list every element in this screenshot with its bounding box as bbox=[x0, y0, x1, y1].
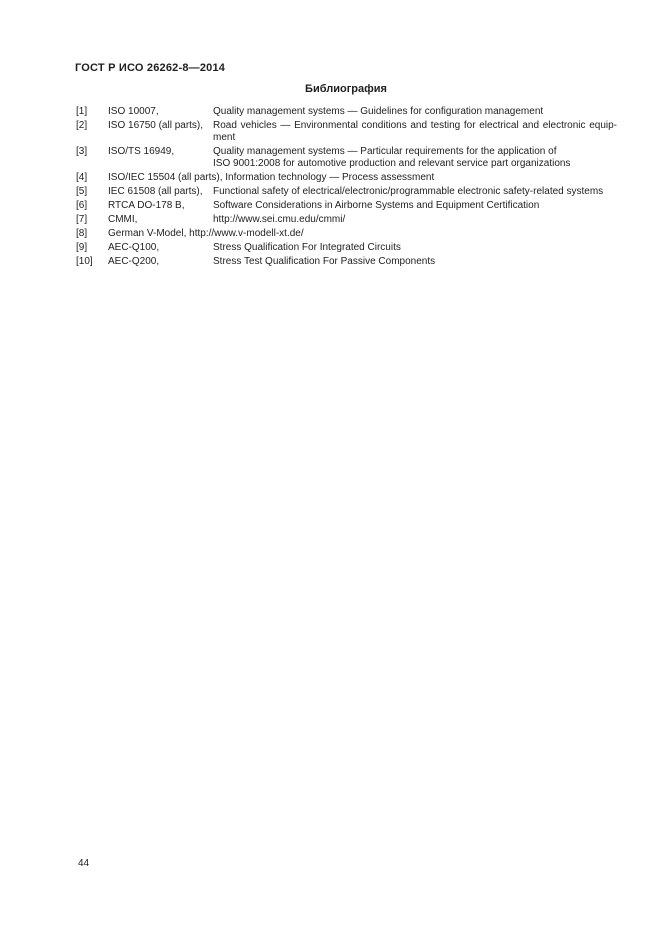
ref-description: Information technology — Process assessment bbox=[222, 172, 435, 183]
ref-id: AEC-Q100, bbox=[108, 242, 160, 253]
ref-description bbox=[213, 200, 617, 212]
ref-number: [9] bbox=[76, 242, 88, 253]
ref-body bbox=[108, 120, 617, 144]
ref-description-line: http://www.sei.cmu.edu/cmmi/ bbox=[213, 214, 346, 225]
ref-description-line: Stress Qualification For Integrated Circuits bbox=[213, 242, 401, 253]
bibliography-entry bbox=[76, 186, 617, 198]
ref-description-line: Stress Test Qualification For Passive Components bbox=[213, 256, 436, 267]
ref-description-line: Road vehicles — Environmental conditions and testing for electrical and electronic equip- bbox=[213, 120, 617, 131]
bibliography-entry bbox=[76, 172, 617, 184]
ref-id: AEC-Q200, bbox=[108, 256, 160, 267]
ref-body bbox=[108, 186, 617, 198]
ref-number: [3] bbox=[76, 146, 88, 157]
ref-id: ISO/TS 16949, bbox=[108, 146, 175, 157]
ref-number: [2] bbox=[76, 120, 88, 131]
ref-id: ISO 10007, bbox=[108, 106, 159, 117]
ref-description bbox=[213, 120, 617, 144]
ref-number: [6] bbox=[76, 200, 88, 211]
ref-body bbox=[108, 106, 617, 118]
ref-id: IEC 61508 (all parts), bbox=[108, 186, 203, 197]
ref-description-line: Quality management systems — Guidelines for configuration management bbox=[213, 106, 544, 117]
bibliography-entry bbox=[76, 200, 617, 212]
ref-id: ISO/IEC 15504 (all parts), bbox=[108, 172, 223, 183]
ref-number: [10] bbox=[76, 256, 93, 267]
ref-id: CMMI, bbox=[108, 214, 138, 225]
ref-description-line: Software Considerations in Airborne Systems and Equipment Certification bbox=[213, 200, 540, 211]
bibliography-title: Библиография bbox=[305, 83, 387, 95]
ref-number: [7] bbox=[76, 214, 88, 225]
ref-body bbox=[108, 242, 617, 254]
ref-description-line: Quality management systems — Particular requirements for the application of bbox=[213, 146, 557, 157]
ref-body bbox=[108, 214, 617, 226]
ref-id: RTCA DO-178 B, bbox=[108, 200, 185, 211]
document-header: ГОСТ Р ИСО 26262-8—2014 bbox=[75, 62, 226, 74]
ref-number: [8] bbox=[76, 228, 88, 239]
bibliography-entry bbox=[76, 214, 617, 226]
ref-body bbox=[108, 200, 617, 212]
bibliography-entry bbox=[76, 146, 617, 170]
page-number: 44 bbox=[78, 858, 90, 869]
ref-body bbox=[108, 256, 617, 268]
ref-description: http://www.v-modell-xt.de/ bbox=[186, 228, 304, 239]
ref-description bbox=[213, 186, 617, 198]
ref-number: [4] bbox=[76, 172, 88, 183]
ref-description bbox=[213, 146, 617, 170]
ref-id: German V-Model, bbox=[108, 228, 187, 239]
ref-body bbox=[108, 228, 617, 240]
bibliography-entry bbox=[76, 242, 617, 254]
ref-body bbox=[108, 172, 617, 184]
ref-description-line: ment bbox=[213, 132, 236, 143]
ref-number: [1] bbox=[76, 106, 88, 117]
ref-description bbox=[213, 214, 617, 226]
ref-description bbox=[213, 242, 617, 254]
ref-description-line: ISO 9001:2008 for automotive production and relevant service part organizations bbox=[213, 158, 571, 169]
ref-description bbox=[213, 106, 617, 118]
ref-id: ISO 16750 (all parts), bbox=[108, 120, 204, 131]
bibliography-entry bbox=[76, 106, 617, 118]
bibliography-entry bbox=[76, 256, 617, 268]
ref-number: [5] bbox=[76, 186, 88, 197]
bibliography-entry bbox=[76, 228, 617, 240]
ref-body bbox=[108, 146, 617, 170]
bibliography-list bbox=[76, 106, 617, 270]
bibliography-entry bbox=[76, 120, 617, 144]
ref-description bbox=[213, 256, 617, 268]
ref-description-line: Functional safety of electrical/electronic/programmable electronic safety-related systems bbox=[213, 186, 604, 197]
